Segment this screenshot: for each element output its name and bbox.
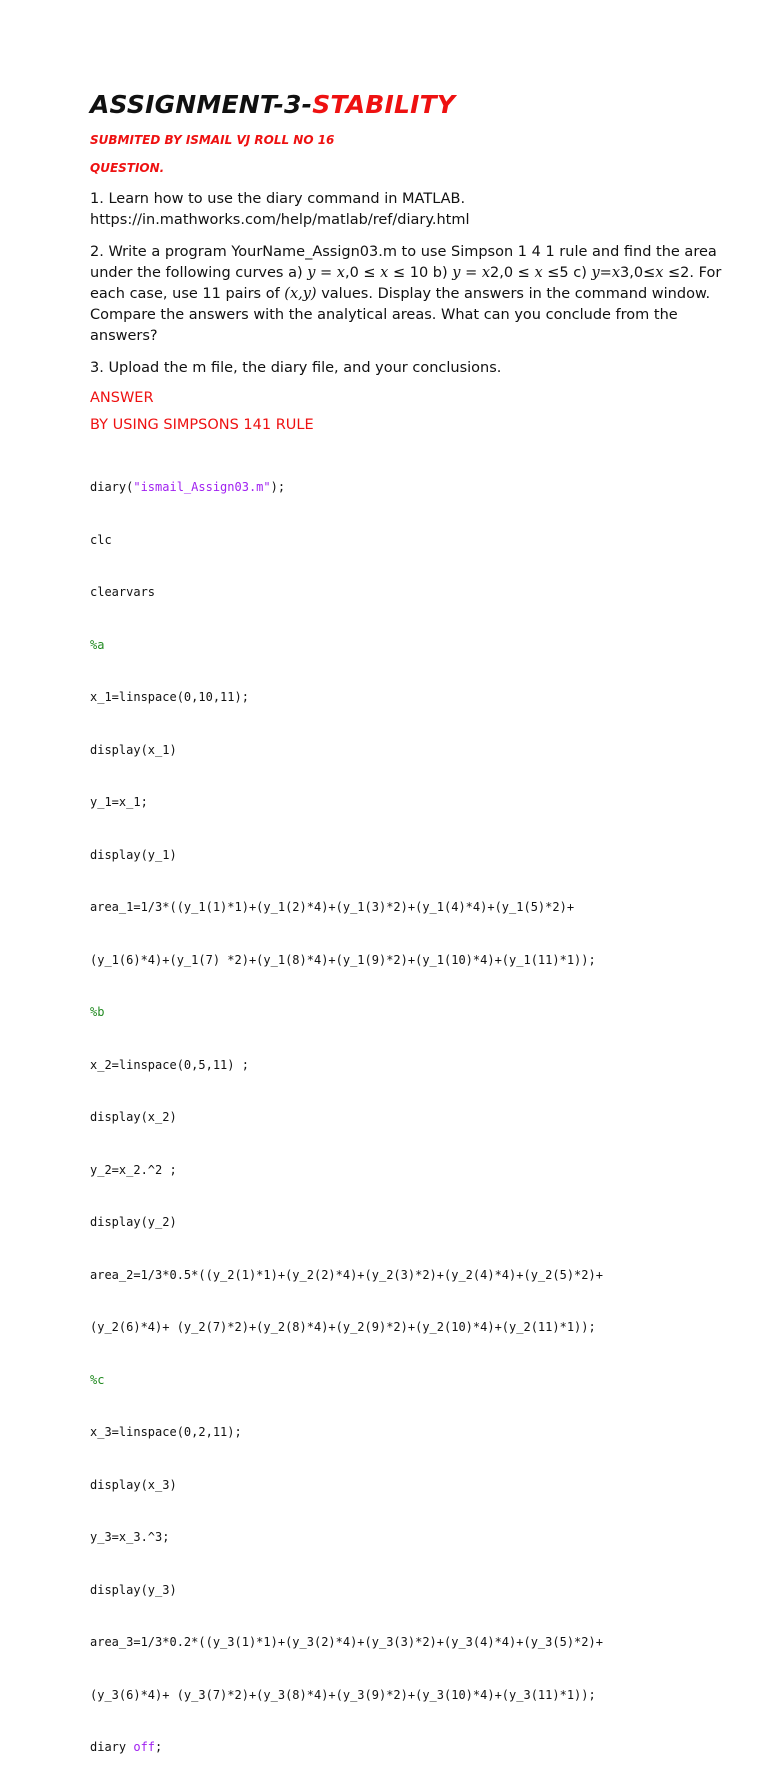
q2-text-6: 3,0≤ xyxy=(620,265,656,281)
code-line: display(y_3) xyxy=(90,1582,177,1597)
code-comment: %b xyxy=(90,1005,105,1019)
code-line: display(x_3) xyxy=(90,1477,177,1492)
q2-math-4: x xyxy=(534,265,543,281)
code-comment: %c xyxy=(90,1372,105,1387)
code-keyword: off xyxy=(133,1740,156,1754)
q2-math-5: y=x xyxy=(591,265,621,281)
code-line: display(y_1) xyxy=(90,847,177,862)
code-line: display(x_2) xyxy=(90,1110,177,1124)
code-line: y_1=x_1; xyxy=(90,795,148,809)
code-comment: %a xyxy=(90,637,105,652)
code-line: area_2=1/3*0.5*((y_2(1)*1)+(y_2(2)*4)+(y_2(3)*2)+(y_2(4)*4)+(y_2(5)*2)+ xyxy=(90,1267,603,1282)
code-token: ); xyxy=(270,480,286,494)
method-label: BY USING SIMPSONS 141 RULE xyxy=(90,417,314,433)
question-1-text: 1. Learn how to use the diary command in MATLAB. xyxy=(90,191,466,207)
code-line: (y_3(6)*4)+ (y_3(7)*2)+(y_3(8)*4)+(y_3(9)*2)+(y_3(10)*4)+(y_3(11)*1)); xyxy=(90,1687,596,1702)
code-line: clearvars xyxy=(90,585,156,599)
diary-doc-link: https://in.mathworks.com/help/matlab/ref/diary.html xyxy=(90,212,470,228)
code-line: area_3=1/3*0.2*((y_3(1)*1)+(y_3(2)*4)+(y_3(3)*2)+(y_3(4)*4)+(y_3(5)*2)+ xyxy=(90,1635,603,1649)
code-line: x_3=linspace(0,2,11); xyxy=(90,1425,242,1439)
code-line xyxy=(90,1739,730,1757)
code-line: x_2=linspace(0,5,11) ; xyxy=(90,1057,249,1072)
submitted-by: SUBMITED BY ISMAIL VJ ROLL NO 16 xyxy=(90,133,335,147)
question-2 xyxy=(90,242,730,347)
q2-text-5: ≤5 c) xyxy=(542,265,592,281)
q2-math-7: (x,y) xyxy=(284,286,317,302)
q2-math-1: y = x xyxy=(307,265,345,281)
code-token: ; xyxy=(155,1740,163,1754)
answer-label: ANSWER xyxy=(90,390,154,406)
code-line: display(x_1) xyxy=(90,742,177,757)
code-line: (y_2(6)*4)+ (y_2(7)*2)+(y_2(8)*4)+(y_2(9)*2)+(y_2(10)*4)+(y_2(11)*1)); xyxy=(90,1320,596,1334)
question-3: 3. Upload the m file, the diary file, and your conclusions. xyxy=(90,360,502,376)
code-line: y_2=x_2.^2 ; xyxy=(90,1162,177,1177)
code-line xyxy=(90,479,730,497)
code-line: clc xyxy=(90,532,112,547)
matlab-code-block xyxy=(90,444,730,1792)
q2-math-3: y = x xyxy=(452,265,491,281)
code-line: display(y_2) xyxy=(90,1215,177,1229)
q2-text-2: ,0 ≤ xyxy=(344,265,381,281)
code-string: "ismail_Assign03.m" xyxy=(133,480,271,494)
q2-text-4: 2,0 ≤ xyxy=(490,265,535,281)
q2-text-1: 2. Write a program YourName_Assign03.m to use Simpson 1 4 1 rule and find the area under the following curves a) xyxy=(90,244,717,281)
title-highlight: STABILITY xyxy=(312,90,456,119)
code-line: x_1=linspace(0,10,11); xyxy=(90,690,249,704)
q2-text-3: ≤ 10 b) xyxy=(388,265,453,281)
code-line: area_1=1/3*((y_1(1)*1)+(y_1(2)*4)+(y_1(3)*2)+(y_1(4)*4)+(y_1(5)*2)+ xyxy=(90,900,575,914)
q2-math-2: x xyxy=(380,265,389,281)
question-1 xyxy=(90,189,730,231)
question-label: QUESTION. xyxy=(90,161,165,175)
document-page xyxy=(90,90,730,1792)
title-prefix: ASSIGNMENT-3- xyxy=(90,90,313,119)
code-line: y_3=x_3.^3; xyxy=(90,1530,170,1544)
page-title xyxy=(90,90,730,119)
q2-text-8: values. Display the answers in the command window. Compare the answers with the analytical areas. What can you conclude from the answers? xyxy=(90,286,711,344)
q2-math-6: x xyxy=(655,265,664,281)
code-token: diary xyxy=(90,1740,134,1754)
code-token: diary( xyxy=(90,480,134,494)
code-line: (y_1(6)*4)+(y_1(7) *2)+(y_1(8)*4)+(y_1(9)*2)+(y_1(10)*4)+(y_1(11)*1)); xyxy=(90,952,596,967)
q2-text-7: ≤2. For each case, use 11 pairs of xyxy=(90,265,722,302)
